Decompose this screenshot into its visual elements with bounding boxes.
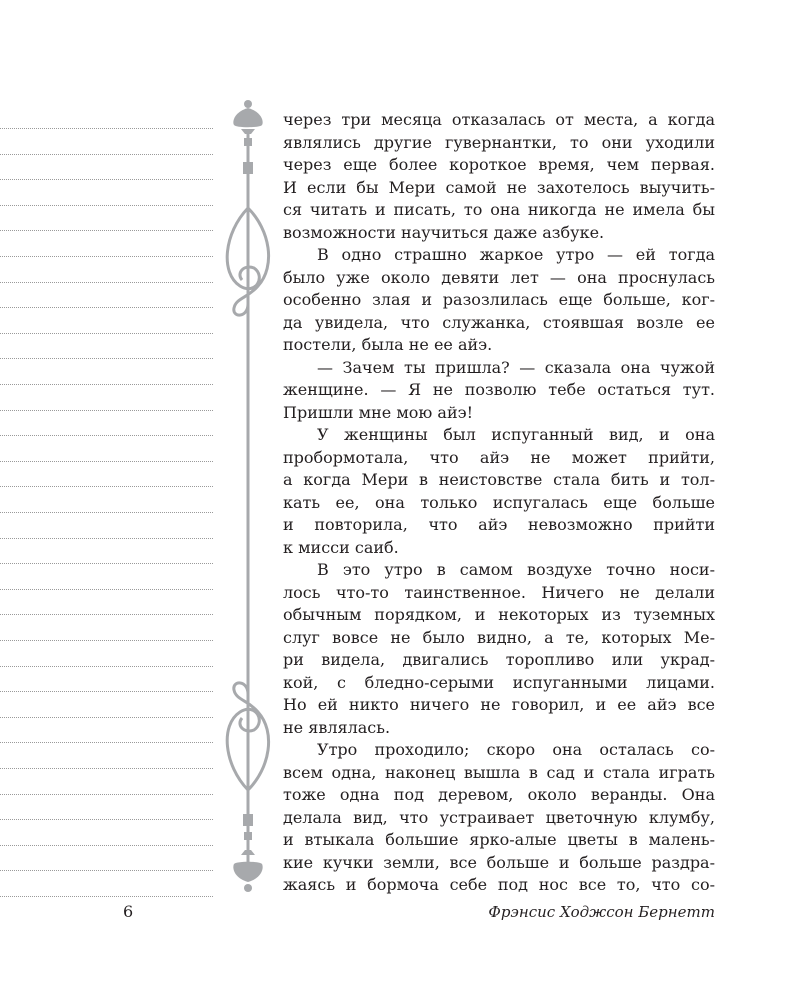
text-line: через три месяца отказалась от места, а когда bbox=[283, 110, 715, 129]
note-line bbox=[0, 358, 213, 359]
text-line: обычным порядком, и некоторых из туземных bbox=[283, 605, 715, 624]
text-line: кие кучки земли, все больше и больше раздра- bbox=[283, 852, 715, 872]
note-line bbox=[0, 461, 213, 462]
note-line bbox=[0, 410, 213, 411]
note-line bbox=[0, 640, 213, 641]
text-line: жаясь и бормоча себе под нос все то, что со- bbox=[283, 875, 715, 894]
text-line: не являлась. bbox=[283, 717, 391, 737]
ornament-finial-bottom bbox=[233, 814, 262, 892]
note-line bbox=[0, 794, 213, 795]
note-line bbox=[0, 563, 213, 564]
note-line bbox=[0, 512, 213, 513]
paragraph-first-line: У женщины был испуганный вид, и она bbox=[317, 425, 715, 444]
text-line: женщине. — Я не позволю тебе остаться тут. bbox=[283, 380, 715, 399]
text-line: кать ее, она только испугалась еще больше bbox=[283, 492, 715, 512]
text-line: особенно злая и разозлилась еще больше, ког- bbox=[283, 290, 715, 309]
text-line: всем одна, наконец вышла в сад и стала играть bbox=[283, 762, 715, 782]
text-line: лось что-то таинственное. Ничего не делали bbox=[283, 582, 715, 602]
text-line: ри видела, двигались торопливо или украд- bbox=[283, 650, 715, 669]
page-number: 6 bbox=[123, 902, 134, 921]
note-line bbox=[0, 666, 213, 667]
note-line bbox=[0, 691, 213, 692]
text-line: являлись другие гувернантки, то они уходили bbox=[283, 132, 715, 152]
note-line bbox=[0, 128, 213, 129]
note-lines-area bbox=[0, 0, 215, 1000]
text-line: а когда Мери в неистовстве стала бить и тол- bbox=[283, 470, 715, 489]
note-line bbox=[0, 435, 213, 436]
note-line bbox=[0, 819, 213, 820]
text-line: И если бы Мери самой не захотелось выучить- bbox=[283, 177, 715, 197]
note-line bbox=[0, 717, 213, 718]
ornamental-divider bbox=[218, 98, 278, 898]
running-title: Фрэнсис Ходжсон Бернетт bbox=[488, 903, 715, 921]
text-line: к мисси саиб. bbox=[283, 537, 399, 557]
paragraph-first-line: В одно страшно жаркое утро — ей тогда bbox=[317, 245, 715, 264]
text-line: было уже около девяти лет — она проснулась bbox=[283, 267, 715, 287]
note-line bbox=[0, 845, 213, 846]
note-line bbox=[0, 768, 213, 769]
text-line: кой, с бледно-серыми испуганными лицами. bbox=[283, 672, 715, 692]
note-line bbox=[0, 230, 213, 231]
text-line: Пришли мне мою айэ! bbox=[283, 402, 473, 422]
note-line bbox=[0, 614, 213, 615]
note-line bbox=[0, 282, 213, 283]
text-line: тоже одна под деревом, около веранды. Она bbox=[283, 785, 715, 804]
paragraph-first-line: В это утро в самом воздухе точно носи- bbox=[317, 560, 715, 579]
text-line: и повторила, что айэ невозможно прийти bbox=[283, 515, 715, 534]
note-line bbox=[0, 589, 213, 590]
note-line bbox=[0, 896, 213, 897]
note-line bbox=[0, 486, 213, 487]
paragraph-first-line: — Зачем ты пришла? — сказала она чужой bbox=[317, 357, 715, 377]
body-text-column bbox=[283, 109, 715, 897]
note-line bbox=[0, 256, 213, 257]
note-line bbox=[0, 307, 213, 308]
text-line: Но ей никто ничего не говорил, и ее айэ все bbox=[283, 695, 715, 714]
text-line: слуг вовсе не было видно, а те, которых Ме- bbox=[283, 627, 715, 647]
text-line: постели, была не ее айэ. bbox=[283, 335, 493, 354]
text-line: и втыкала большие ярко-алые цветы в малень- bbox=[283, 830, 715, 849]
note-line bbox=[0, 870, 213, 871]
text-line: через еще более короткое время, чем первая. bbox=[283, 155, 715, 174]
text-line: да увидела, что служанка, стоявшая возле ее bbox=[283, 312, 715, 332]
text-line: делала вид, что устраивает цветочную клумбу, bbox=[283, 807, 715, 827]
note-line bbox=[0, 384, 213, 385]
text-line: пробормотала, что айэ не может прийти, bbox=[283, 447, 715, 467]
text-line: возможности научиться даже азбуке. bbox=[283, 222, 605, 242]
note-line bbox=[0, 742, 213, 743]
note-line bbox=[0, 205, 213, 206]
text-line: ся читать и писать, то она никогда не имела бы bbox=[283, 200, 715, 219]
note-line bbox=[0, 538, 213, 539]
note-line bbox=[0, 333, 213, 334]
note-line bbox=[0, 154, 213, 155]
note-line bbox=[0, 179, 213, 180]
paragraph-first-line: Утро проходило; скоро она осталась со- bbox=[317, 740, 715, 759]
